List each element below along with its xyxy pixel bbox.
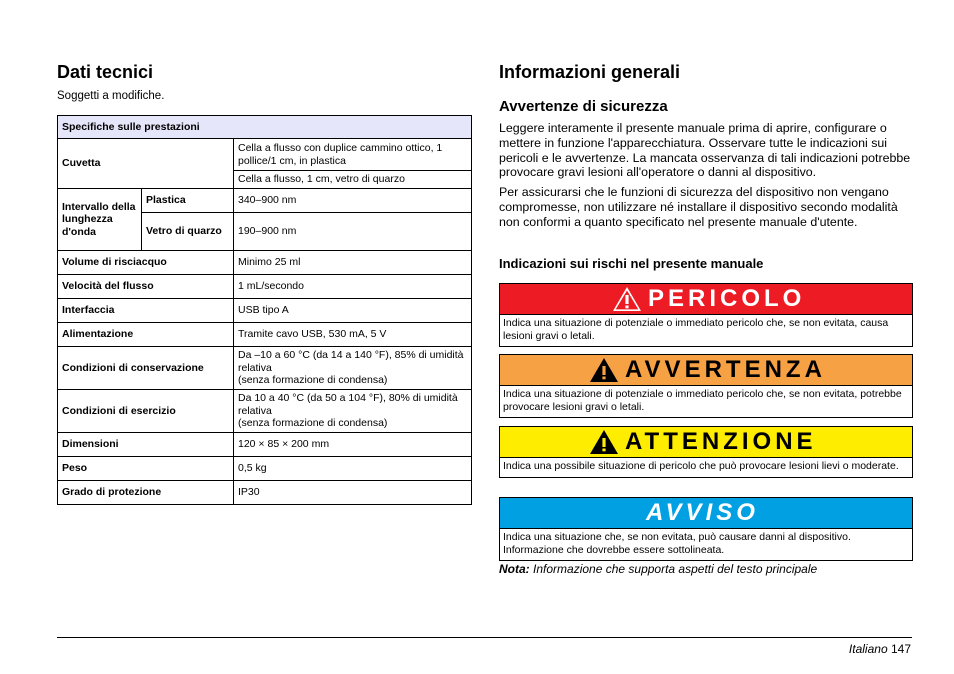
row-label-cuvette: Cuvetta — [58, 139, 234, 189]
table-row — [58, 390, 472, 433]
row-value: Da –10 a 60 °C (da 14 a 140 °F), 85% di umidità relativa (senza formazione di condensa) — [234, 347, 472, 390]
row-value: USB tipo A — [234, 299, 472, 323]
hazard-label-notice: AVVISO — [646, 499, 759, 526]
table-row — [58, 347, 472, 390]
section-title-general-info: Informazioni generali — [499, 62, 681, 82]
hazard-label-warning: AVVERTENZA — [625, 356, 826, 383]
row-label: Alimentazione — [58, 323, 234, 347]
hazard-label-danger: PERICOLO — [648, 285, 806, 312]
hazard-desc-caution: Indica una possibile situazione di pericolo che può provocare lesioni lievi o moderate. — [500, 457, 912, 477]
section-title-technical-data: Dati tecnici — [57, 62, 154, 82]
hazard-desc-danger: Indica una situazione di potenziale o immediato pericolo che, se non evitata, causa lesioni gravi o letali. — [500, 314, 912, 346]
hazard-bar-notice — [500, 498, 912, 528]
row-value: Tramite cavo USB, 530 mA, 5 V — [234, 323, 472, 347]
row-label: Condizioni di conservazione — [58, 347, 234, 390]
table-row — [58, 457, 472, 481]
table-row — [58, 275, 472, 299]
hazard-box-danger — [499, 283, 913, 347]
row-label: Grado di protezione — [58, 481, 234, 505]
safety-warnings-title: Avvertenze di sicurezza — [499, 98, 668, 115]
hazard-label-caution: ATTENZIONE — [625, 428, 817, 455]
row-label-quartz-glass: Vetro di quarzo — [142, 213, 234, 251]
note-text: Informazione che supporta aspetti del testo principale — [533, 562, 818, 576]
safety-paragraph-2: Per assicurarsi che le funzioni di sicurezza del dispositivo non vengano compromesse, non utilizzare né installare il dispositivo secondo modalità non conformi a quanto specificato nel presente manuale d'utente. — [499, 185, 898, 229]
specifications-table — [57, 115, 472, 505]
note-line — [499, 562, 817, 577]
footer-language: Italiano — [848, 642, 888, 656]
row-label: Interfaccia — [58, 299, 234, 323]
quartz-glass-value: 190–900 nm — [234, 213, 472, 251]
hazard-box-caution — [499, 426, 913, 478]
table-header-row — [58, 116, 472, 139]
table-row — [58, 323, 472, 347]
row-value: Minimo 25 ml — [234, 251, 472, 275]
hazard-box-warning — [499, 354, 913, 418]
plastic-value: 340–900 nm — [234, 189, 472, 213]
hazard-bar-warning — [500, 355, 912, 385]
table-row — [58, 299, 472, 323]
row-label: Volume di risciacquo — [58, 251, 234, 275]
hazard-bar-danger — [500, 284, 912, 314]
hazard-bar-caution — [500, 427, 912, 457]
row-label-plastic: Plastica — [142, 189, 234, 213]
hazard-desc-warning: Indica una situazione di potenziale o immediato pericolo che, se non evitata, potrebbe provocare lesioni gravi o letali. — [500, 385, 912, 417]
cuvette-value-2: Cella a flusso, 1 cm, vetro di quarzo — [234, 171, 472, 189]
note-label: Nota: — [499, 562, 530, 576]
safety-paragraph-1: Leggere interamente il presente manuale prima di aprire, configurare o mettere in funzione l'apparecchiatura. Osservare tutte le indicazioni sui pericoli e le avvertenze. La mancata osservanza di tali indicazioni potrebbe provocare gravi lesioni all'operatore o danni al dispositivo. — [499, 121, 911, 180]
table-row — [58, 139, 472, 171]
page-footer — [849, 642, 911, 656]
table-row — [58, 189, 472, 213]
row-label: Peso — [58, 457, 234, 481]
row-label: Velocità del flusso — [58, 275, 234, 299]
warning-triangle-icon — [589, 357, 619, 383]
table-row — [58, 251, 472, 275]
subject-to-change-note: Soggetti a modifiche. — [57, 90, 165, 102]
row-label-wavelength-range: Intervallo della lunghezza d'onda — [58, 189, 142, 251]
page-number: 147 — [890, 642, 911, 656]
warning-triangle-icon — [612, 286, 642, 312]
row-value: 0,5 kg — [234, 457, 472, 481]
row-value: Da 10 a 40 °C (da 50 a 104 °F), 80% di umidità relativa (senza formazione di condensa) — [234, 390, 472, 433]
row-label: Dimensioni — [58, 433, 234, 457]
cuvette-value-1: Cella a flusso con duplice cammino ottico, 1 pollice/1 cm, in plastica — [234, 139, 472, 171]
hazard-desc-notice: Indica una situazione che, se non evitata, può causare danni al dispositivo. Informazione che dovrebbe essere sottolineata. — [500, 528, 912, 560]
hazard-indications-title: Indicazioni sui rischi nel presente manuale — [499, 256, 764, 271]
table-header: Specifiche sulle prestazioni — [58, 116, 472, 139]
table-row — [58, 481, 472, 505]
hazard-box-notice — [499, 497, 913, 561]
footer-divider — [57, 637, 912, 638]
row-value: IP30 — [234, 481, 472, 505]
warning-triangle-icon — [589, 429, 619, 455]
table-row — [58, 433, 472, 457]
row-label: Condizioni di esercizio — [58, 390, 234, 433]
row-value: 120 × 85 × 200 mm — [234, 433, 472, 457]
row-value: 1 mL/secondo — [234, 275, 472, 299]
